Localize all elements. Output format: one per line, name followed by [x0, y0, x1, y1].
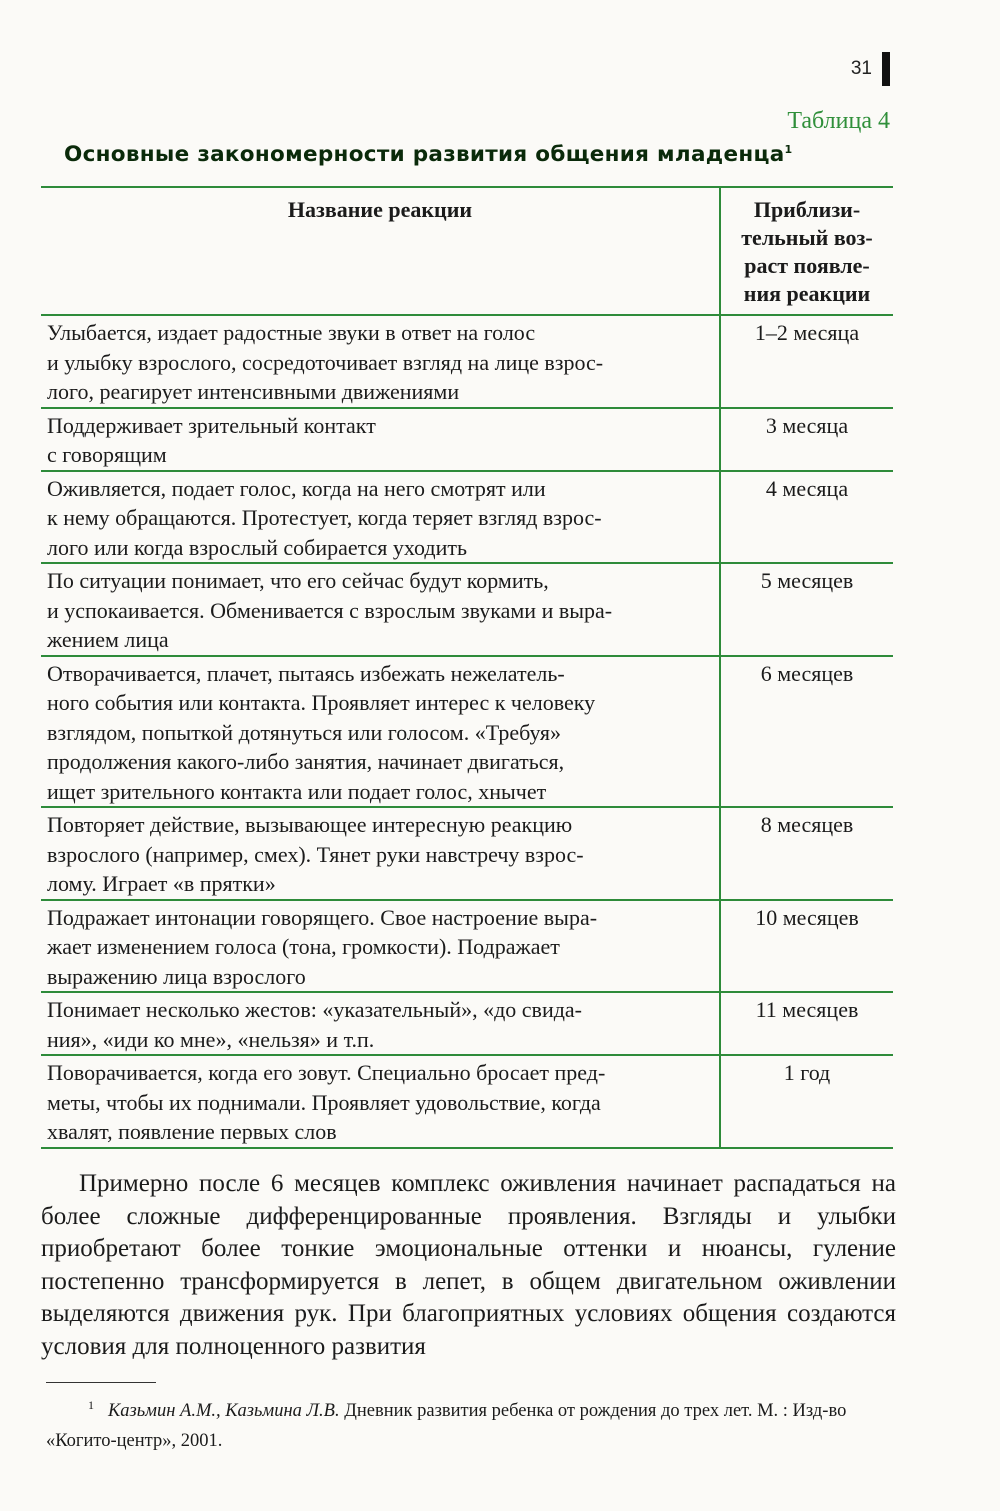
reaction-description [41, 315, 720, 408]
table-row [41, 807, 893, 900]
reaction-line: По ситуации понимает, что его сейчас будут кормить, [47, 568, 549, 593]
table-title [64, 142, 894, 167]
reaction-age: 11 месяцев [720, 992, 893, 1055]
reaction-line: хвалят, появление первых слов [47, 1119, 337, 1144]
reaction-line: ния», «иди ко мне», «нельзя» и т.п. [47, 1026, 375, 1052]
reaction-line: Понимает несколько жестов: «указательный», «до свида- [47, 997, 583, 1022]
reaction-line: лому. Играет «в прятки» [47, 871, 276, 896]
reaction-line: Повторяет действие, вызывающее интересную реакцию [47, 812, 573, 837]
reaction-line: Поддерживает зрительный контакт [47, 412, 376, 438]
footnote-divider [46, 1382, 156, 1383]
reaction-line: ного события или контакта. Проявляет интерес к человеку [47, 690, 596, 715]
reaction-line: лого, реагирует интенсивными движениями [47, 379, 460, 404]
header-reaction-name: Название реакции [41, 187, 720, 315]
reaction-line: взглядом, попыткой дотянуться или голосом. «Требуя» [47, 719, 562, 745]
reaction-description [41, 1055, 720, 1148]
reaction-description [41, 900, 720, 993]
table-row [41, 315, 893, 408]
reaction-description [41, 408, 720, 471]
reaction-line: лого или когда взрослый собирается уходить [47, 534, 468, 560]
reaction-description [41, 471, 720, 564]
page-number-bar [882, 52, 890, 86]
reaction-age: 5 месяцев [720, 563, 893, 656]
reaction-line: Отворачивается, плачет, пытаясь избежать нежелатель- [47, 660, 565, 686]
table-row [41, 471, 893, 564]
table-header-row [41, 187, 893, 315]
reaction-line: Улыбается, издает радостные звуки в ответ на голос [47, 320, 536, 345]
table-row [41, 900, 893, 993]
reaction-age: 10 месяцев [720, 900, 893, 993]
header-age-line: ния реакции [743, 281, 871, 306]
table-row [41, 408, 893, 471]
reaction-line: выражению лица взрослого [47, 963, 306, 989]
reaction-line: Поворачивается, когда его зовут. Специально бросает пред- [47, 1060, 606, 1085]
reaction-age: 6 месяцев [720, 656, 893, 808]
reaction-age: 3 месяца [720, 408, 893, 471]
footnote-text: Дневник развития ребенка от рождения до трех лет. М. : Изд-во «Когито-центр», 2001. [46, 1401, 847, 1452]
header-age-line: Приблизи- [753, 197, 861, 222]
reaction-description [41, 992, 720, 1055]
reaction-line: Оживляется, подает голос, когда на него смотрят или [47, 475, 546, 501]
reaction-line: меты, чтобы их поднимали. Проявляет удовольствие, когда [47, 1089, 601, 1115]
table-row [41, 992, 893, 1055]
header-approximate-age [720, 187, 893, 315]
reaction-line: ищет зрительного контакта или подает голос, хнычет [47, 778, 547, 804]
table-row [41, 563, 893, 656]
reaction-age: 1–2 месяца [720, 315, 893, 408]
reaction-age: 8 месяцев [720, 807, 893, 900]
table-row [41, 1055, 893, 1148]
footnote-authors: Казьмин А.М., Казьмина Л.В. [108, 1401, 340, 1422]
reaction-description [41, 563, 720, 656]
reaction-line: и улыбку взрослого, сосредоточивает взгляд на лице взрос- [47, 349, 604, 375]
table-number-label: Таблица 4 [787, 108, 890, 134]
reaction-line: взрослого (например, смех). Тянет руки навстречу взрос- [47, 841, 584, 867]
table-row [41, 656, 893, 808]
footnote-mark: 1 [88, 1398, 94, 1412]
reaction-description [41, 807, 720, 900]
body-paragraph: Примерно после 6 месяцев комплекс оживления начинает распадаться на более сложные дифференцированные проявления. Взгляды и улыбки приобретают более тонкие эмоциональные оттенки и нюансы, гуление постепенно трансформируется в лепет, в общем двигательном оживлении выделяются движения рук. При благоприятных условиях общения создаются условия для полноценного развития [41, 1170, 896, 1360]
reaction-table [41, 186, 893, 1149]
header-age-line: тельный воз- [741, 225, 873, 250]
table-title-footnote-mark: 1 [784, 142, 793, 156]
reaction-age: 1 год [720, 1055, 893, 1148]
reaction-line: жает изменением голоса (тона, громкости). Подражает [47, 934, 560, 959]
reaction-line: продолжения какого-либо занятия, начинает двигаться, [47, 749, 565, 774]
reaction-line: с говорящим [47, 442, 167, 467]
page-number: 31 [850, 58, 872, 79]
reaction-line: к нему обращаются. Протестует, когда теряет взгляд взрос- [47, 505, 602, 530]
reaction-line: и успокаивается. Обменивается с взрослым звуками и выра- [47, 597, 613, 623]
table-body [41, 315, 893, 1148]
header-age-line: раст появле- [744, 253, 870, 278]
reaction-age: 4 месяца [720, 471, 893, 564]
reaction-line: жением лица [47, 627, 169, 652]
table-title-text: Основные закономерности развития общения младенца [64, 142, 785, 167]
reaction-line: Подражает интонации говорящего. Свое настроение выра- [47, 904, 598, 930]
reaction-description [41, 656, 720, 808]
footnote [46, 1390, 894, 1456]
